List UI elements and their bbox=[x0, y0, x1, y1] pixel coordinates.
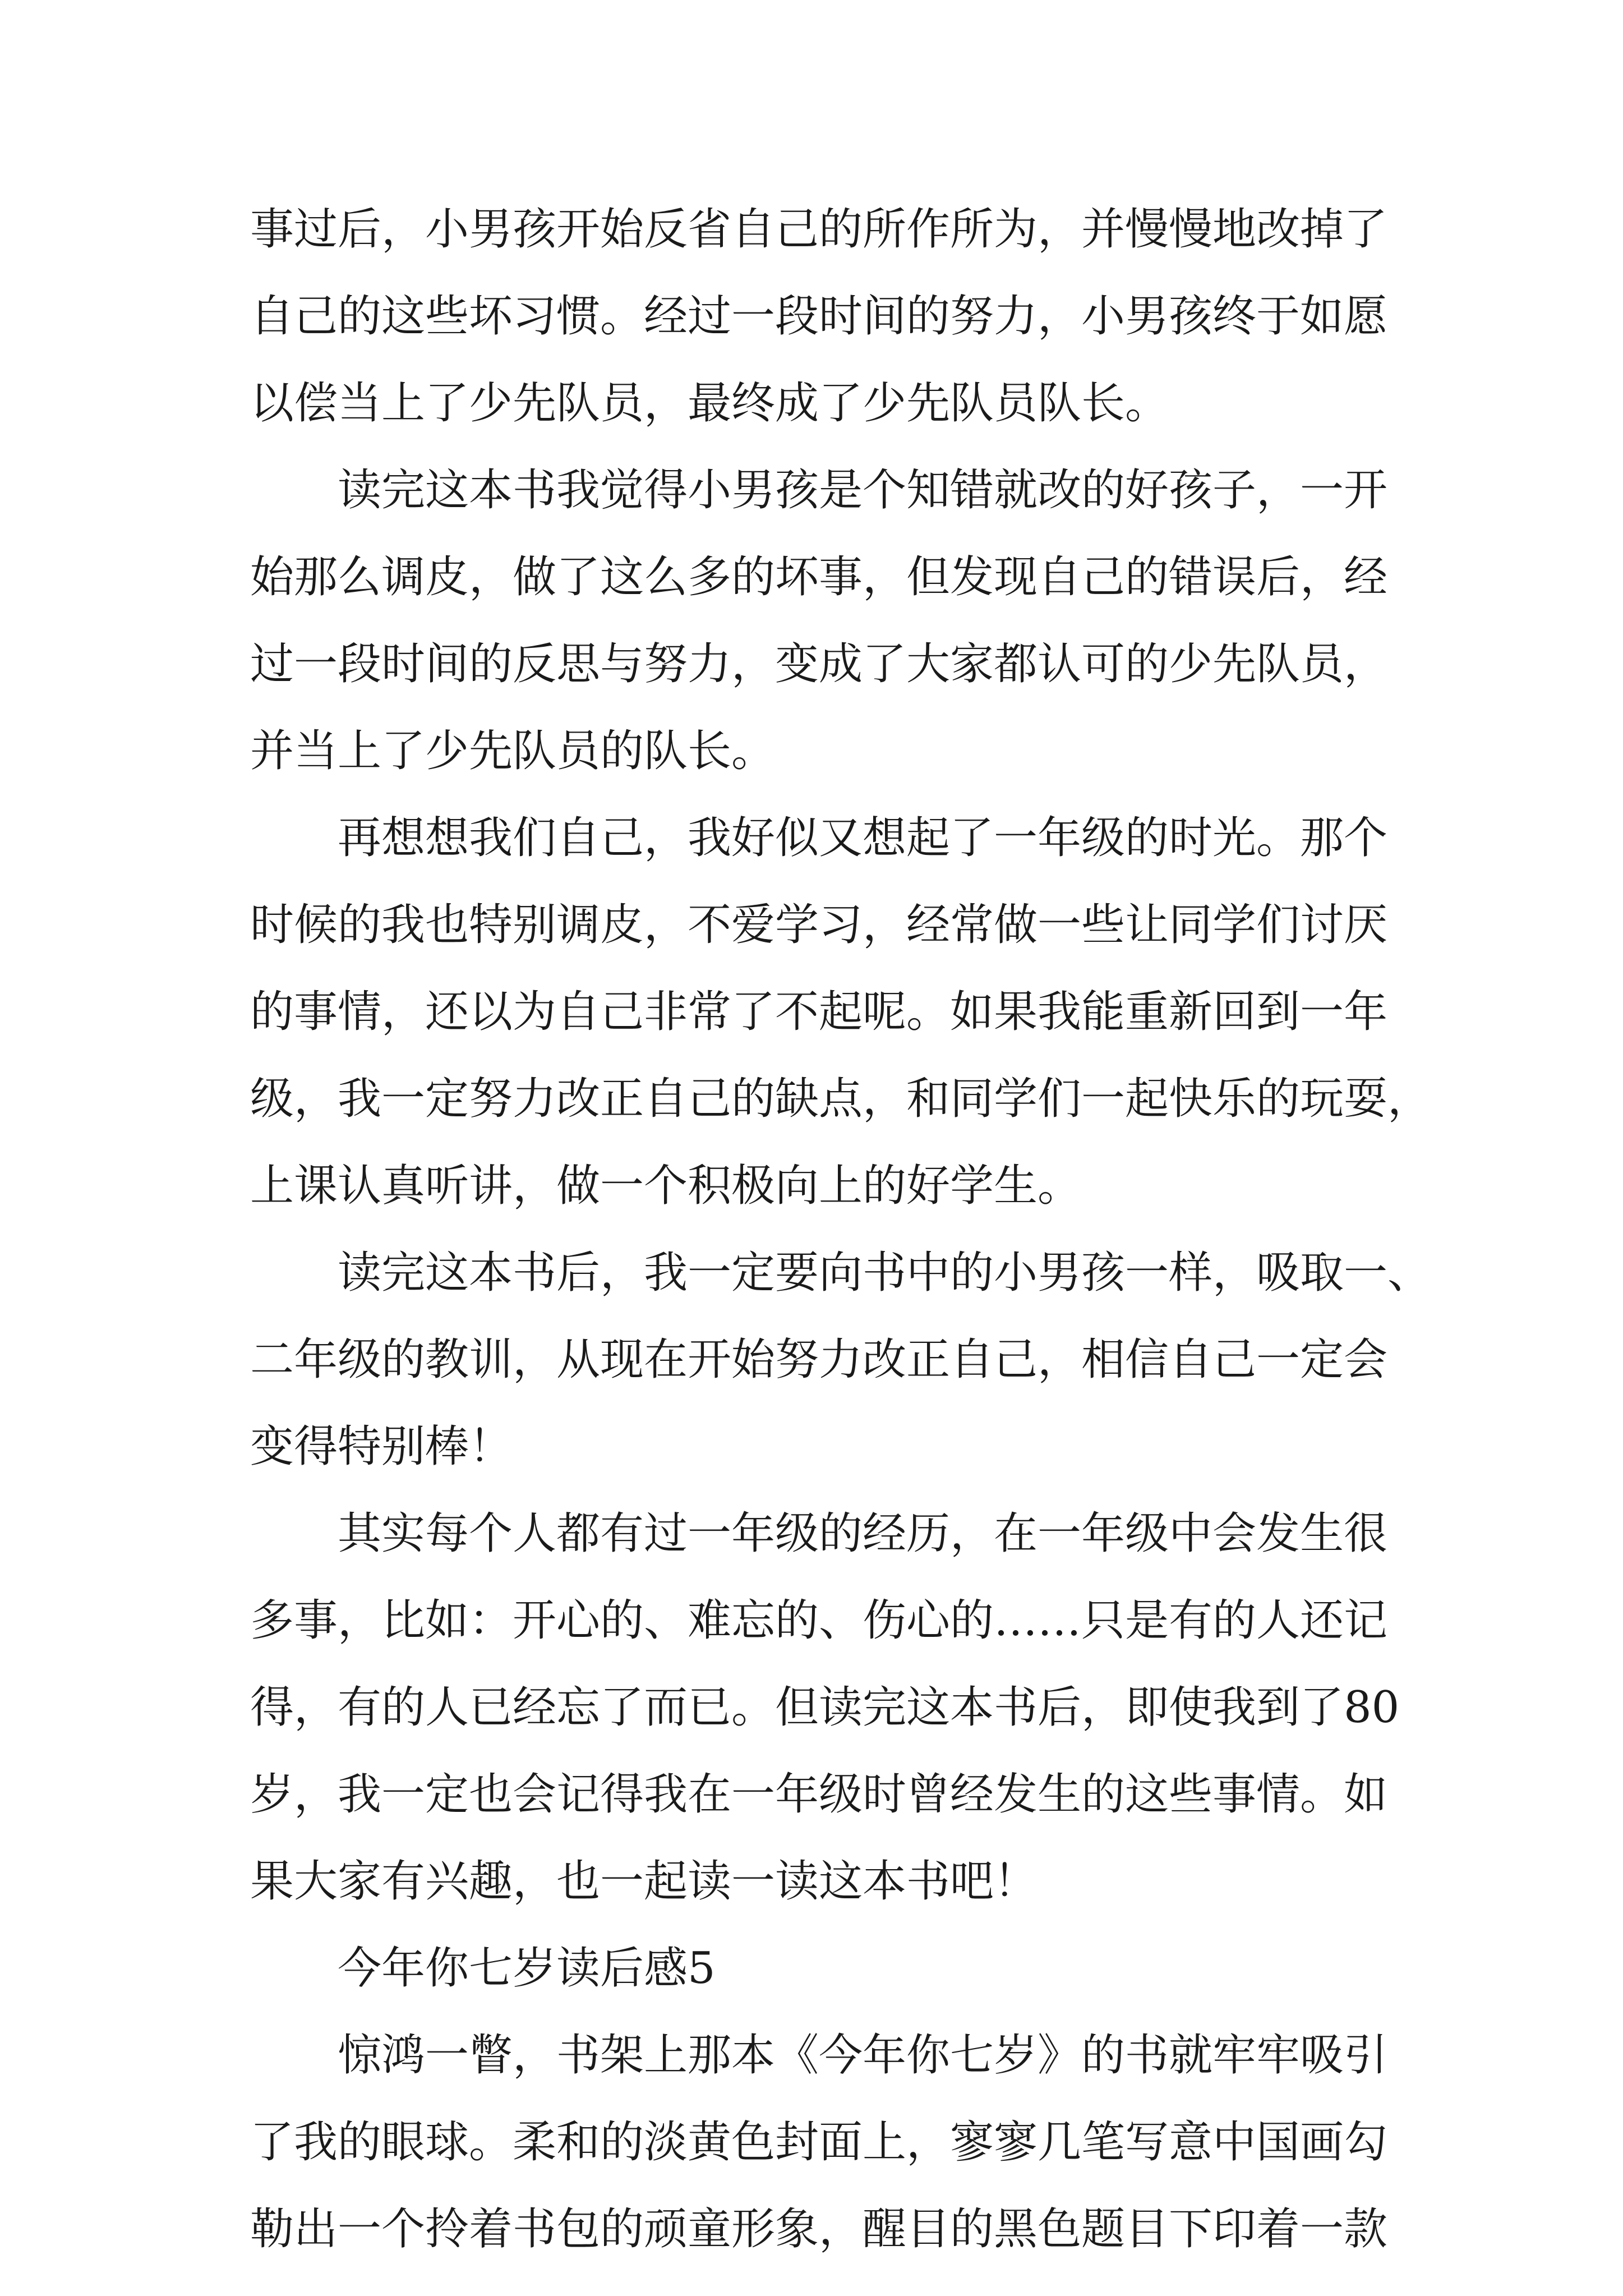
paragraph-first-line: 读完这本书后，我一定要向书中的小男孩一样，吸取一、 bbox=[338, 1248, 1432, 1298]
text-line: 时候的我也特别调皮，不爱学习，经常做一些让同学们讨厌 bbox=[250, 900, 1388, 950]
text-line: 多事，比如：开心的、难忘的、伤心的……只是有的人还记 bbox=[250, 1595, 1388, 1646]
section-heading: 今年你七岁读后感5 bbox=[338, 1943, 716, 1994]
text-line: 果大家有兴趣，也一起读一读这本书吧！ bbox=[250, 1856, 1038, 1907]
paragraph-first-line: 再想想我们自己，我好似又想起了一年级的时光。那个 bbox=[338, 813, 1388, 863]
text-line: 变得特别棒！ bbox=[250, 1421, 513, 1472]
text-line: 级，我一定努力改正自己的缺点，和同学们一起快乐的玩耍， bbox=[250, 1074, 1432, 1124]
text-line: 过一段时间的反思与努力，变成了大家都认可的少先队员， bbox=[250, 639, 1388, 689]
text-line: 得，有的人已经忘了而已。但读完这本书后，即使我到了80 bbox=[250, 1682, 1400, 1733]
text-line: 的事情，还以为自己非常了不起呢。如果我能重新回到一年 bbox=[250, 987, 1388, 1037]
paragraph-first-line: 其实每个人都有过一年级的经历，在一年级中会发生很 bbox=[338, 1508, 1388, 1559]
text-line: 以偿当上了少先队员，最终成了少先队员队长。 bbox=[250, 378, 1169, 429]
text-line: 勒出一个拎着书包的顽童形象，醒目的黑色题目下印着一款 bbox=[250, 2204, 1388, 2254]
paragraph-first-line: 惊鸿一瞥，书架上那本《今年你七岁》的书就牢牢吸引 bbox=[338, 2030, 1388, 2081]
text-line: 岁，我一定也会记得我在一年级时曾经发生的这些事情。如 bbox=[250, 1769, 1388, 1820]
text-line: 始那么调皮，做了这么多的坏事，但发现自己的错误后，经 bbox=[250, 552, 1388, 602]
text-line: 并当上了少先队员的队长。 bbox=[250, 726, 776, 776]
text-line: 了我的眼球。柔和的淡黄色封面上，寥寥几笔写意中国画勾 bbox=[250, 2117, 1388, 2168]
text-line: 事过后，小男孩开始反省自己的所作所为，并慢慢地改掉了 bbox=[250, 204, 1388, 255]
text-line: 上课认真听讲，做一个积极向上的好学生。 bbox=[250, 1161, 1082, 1211]
text-line: 二年级的教训，从现在开始努力改正自己，相信自己一定会 bbox=[250, 1335, 1388, 1385]
paragraph-first-line: 读完这本书我觉得小男孩是个知错就改的好孩子，一开 bbox=[338, 465, 1388, 516]
text-line: 自己的这些坏习惯。经过一段时间的努力，小男孩终于如愿 bbox=[250, 291, 1388, 342]
